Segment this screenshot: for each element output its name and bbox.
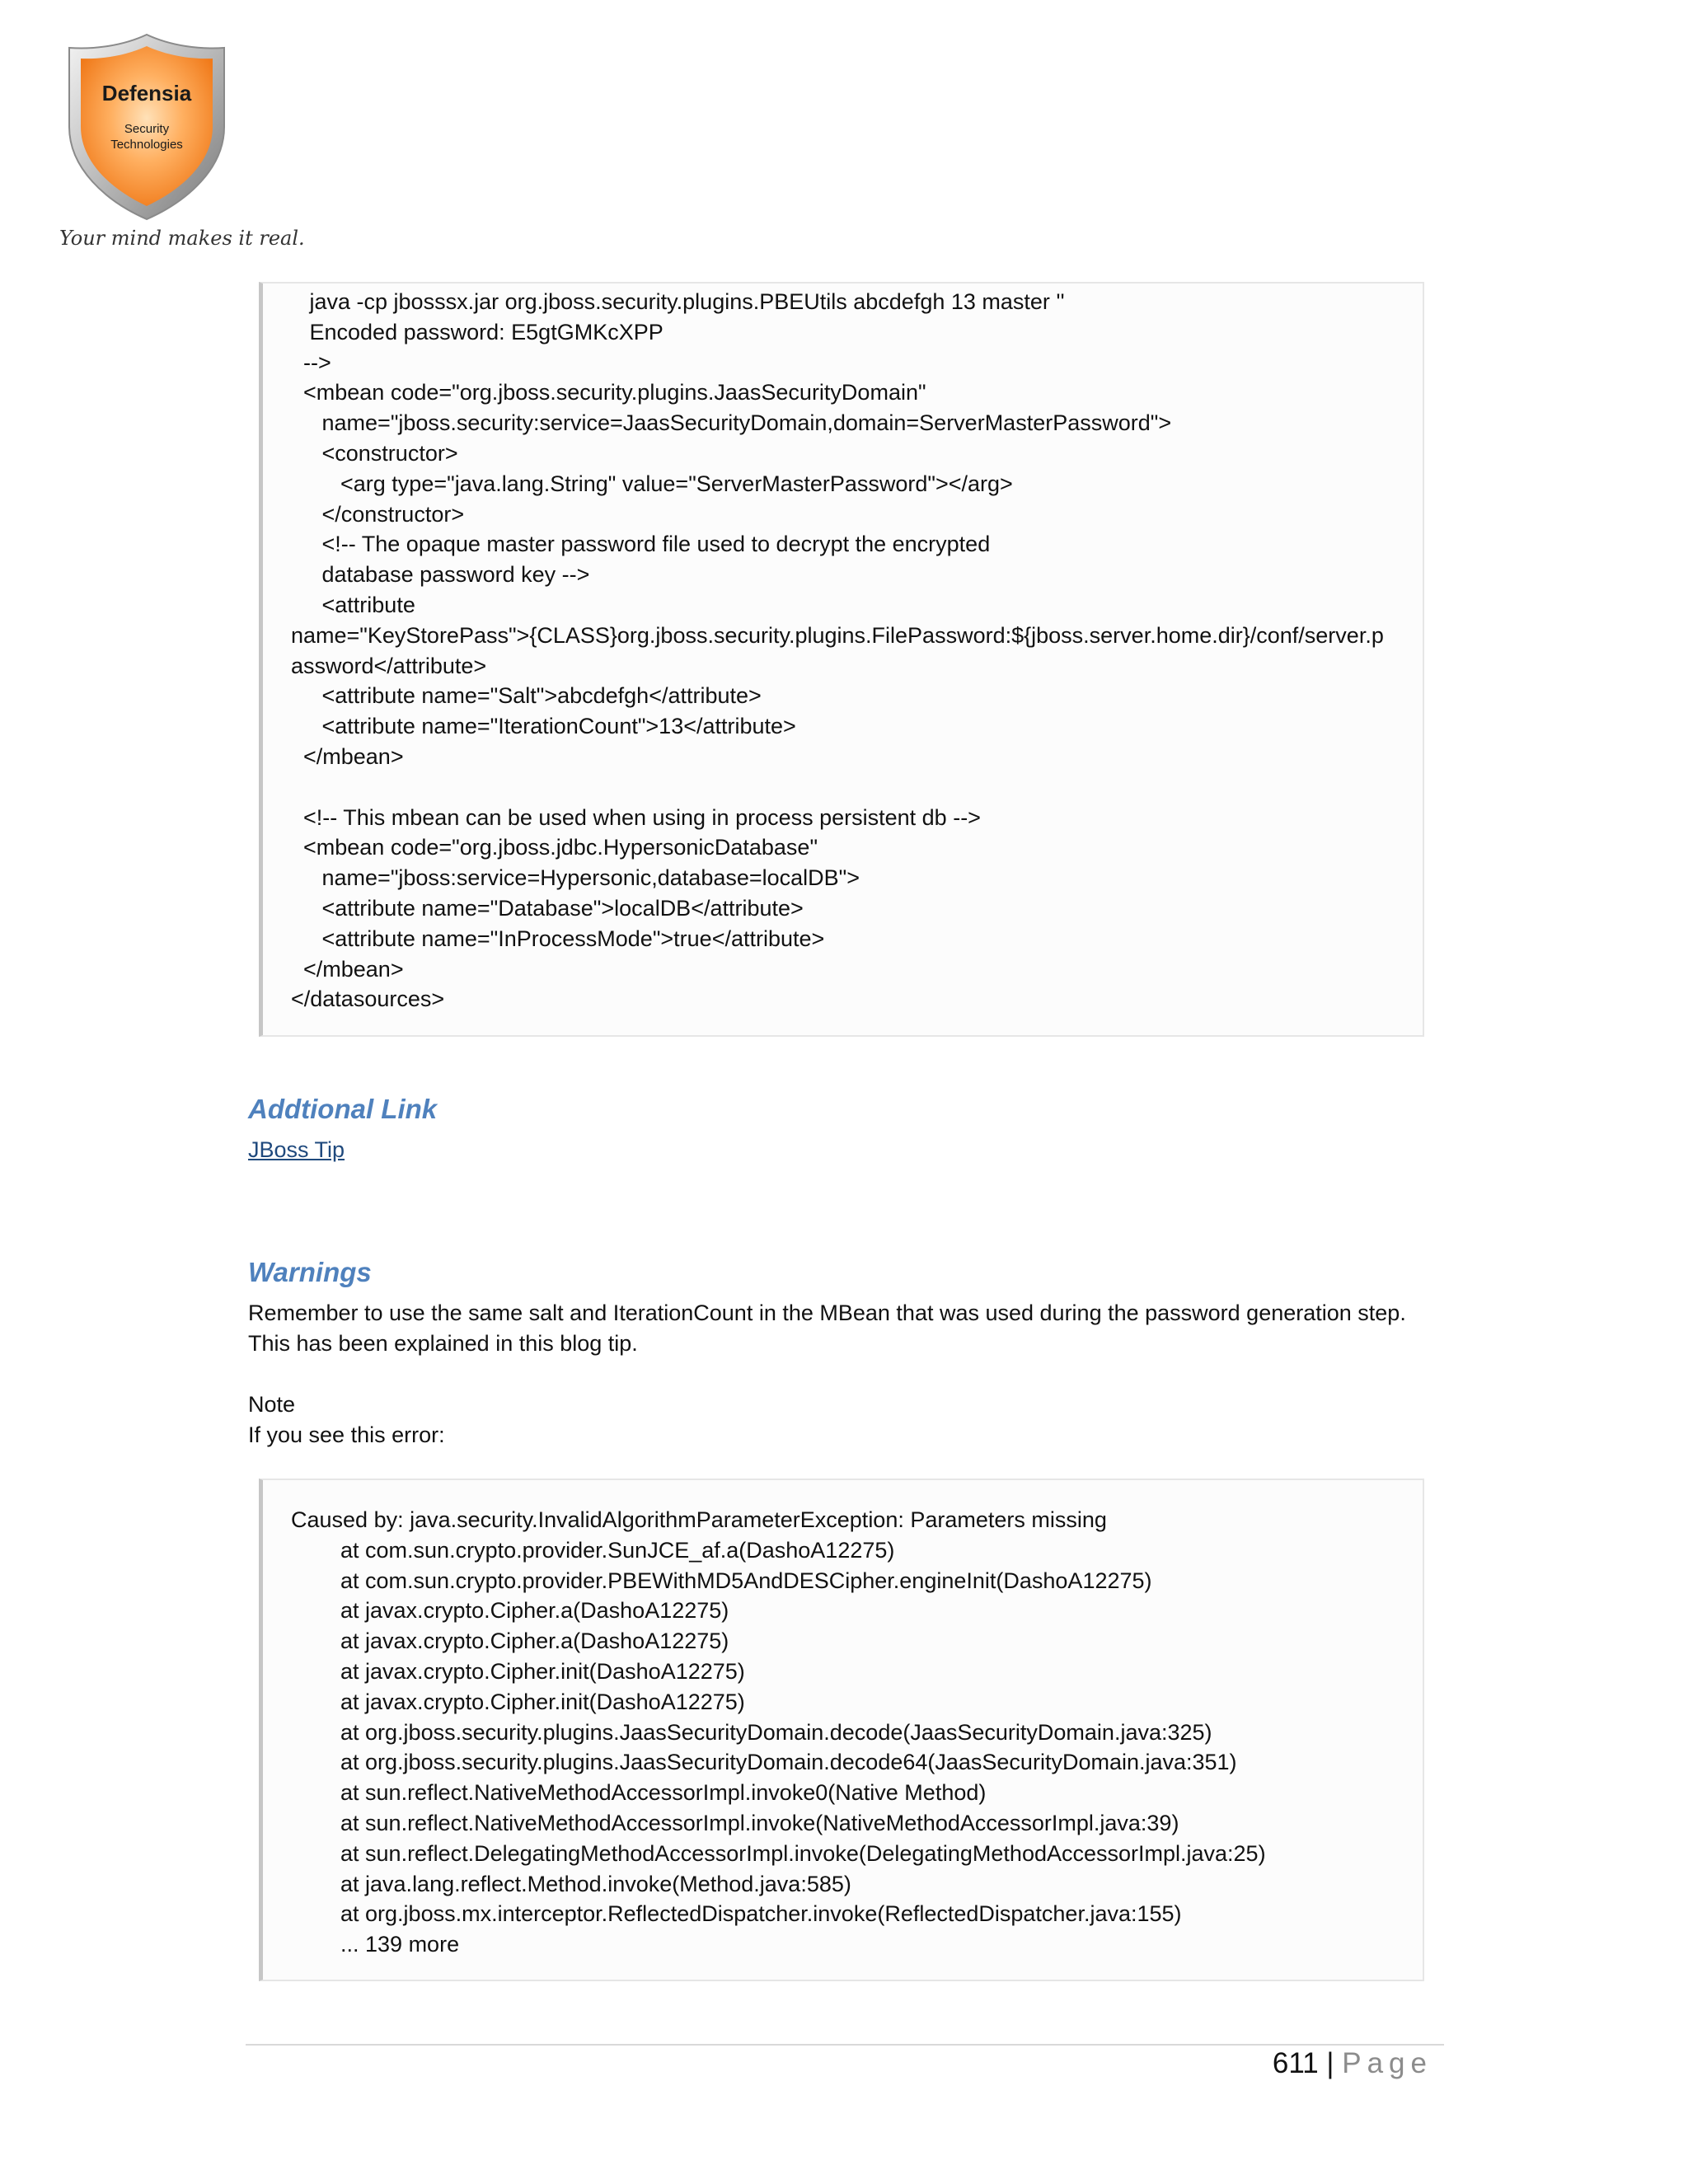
- code-line: </constructor>: [291, 501, 465, 527]
- logo-slogan: Your mind makes it real.: [59, 227, 305, 250]
- code-line: <mbean code="org.jboss.security.plugins.JaasSecurityDomain": [291, 380, 926, 405]
- code-line: </mbean>: [291, 956, 404, 982]
- logo-brand: Defensia: [101, 81, 192, 105]
- code-line: name="jboss.security:service=JaasSecurityDomain,domain=ServerMasterPassword">: [291, 410, 1172, 436]
- logo-line2: Technologies: [110, 138, 183, 152]
- code-line: <attribute name="Database">localDB</attribute>: [291, 895, 804, 921]
- code-block-config: [259, 282, 1424, 1037]
- jboss-tip-link[interactable]: JBoss Tip: [248, 1137, 345, 1162]
- code-line: [291, 772, 1423, 803]
- page-number: 611: [1272, 2047, 1319, 2079]
- stacktrace-line: ... 139 more: [291, 1932, 460, 1957]
- stacktrace-line: at javax.crypto.Cipher.init(DashoA12275): [291, 1689, 745, 1714]
- code-line: <attribute name="Salt">abcdefgh</attribute>: [291, 683, 762, 709]
- code-line: <attribute name="IterationCount">13</attribute>: [291, 714, 796, 739]
- stacktrace-line: at javax.crypto.Cipher.a(DashoA12275): [291, 1629, 729, 1654]
- note-text: If you see this error:: [248, 1422, 445, 1447]
- stacktrace-line: at java.lang.reflect.Method.invoke(Method.java:585): [291, 1871, 851, 1896]
- page-footer: [1273, 2047, 1432, 2080]
- code-line: name="KeyStorePass">{CLASS}org.jboss.security.plugins.FilePassword:${jboss.server.home.dir}/conf/server.p: [291, 622, 1384, 648]
- code-line: database password key -->: [291, 562, 590, 588]
- stacktrace-line: at javax.crypto.Cipher.a(DashoA12275): [291, 1598, 729, 1624]
- logo-line1: Security: [124, 122, 170, 136]
- warning-line-1: Remember to use the same salt and IterationCount in the MBean that was used during the password generation step.: [248, 1301, 1406, 1325]
- stacktrace-line: Caused by: java.security.InvalidAlgorithmParameterException: Parameters missing: [291, 1507, 1107, 1532]
- code-line: <attribute: [291, 592, 415, 617]
- heading-warnings: Warnings: [248, 1257, 372, 1287]
- code-block-stacktrace: [259, 1479, 1424, 1981]
- footer-separator: |: [1326, 2047, 1334, 2079]
- code-line: -->: [291, 349, 331, 375]
- stacktrace-line: at sun.reflect.NativeMethodAccessorImpl.invoke0(Native Method): [291, 1780, 987, 1806]
- code-line: java -cp jbosssx.jar org.jboss.security.plugins.PBEUtils abcdefgh 13 master '': [291, 289, 1065, 314]
- note-label: Note: [248, 1392, 296, 1417]
- heading-additional-link: Addtional Link: [248, 1094, 438, 1124]
- code-line: assword</attribute>: [291, 653, 487, 678]
- code-line: <attribute name="InProcessMode">true</attribute>: [291, 926, 825, 951]
- stacktrace-line: at javax.crypto.Cipher.init(DashoA12275): [291, 1658, 745, 1684]
- stacktrace-line: at org.jboss.security.plugins.JaasSecurityDomain.decode64(JaasSecurityDomain.java:351): [291, 1750, 1237, 1775]
- stacktrace-line: at org.jboss.security.plugins.JaasSecurityDomain.decode(JaasSecurityDomain.java:325): [291, 1719, 1212, 1745]
- code-line: </datasources>: [291, 987, 445, 1012]
- stacktrace-line: at org.jboss.mx.interceptor.ReflectedDispatcher.invoke(ReflectedDispatcher.java:155): [291, 1901, 1182, 1927]
- page-label: Page: [1342, 2047, 1432, 2079]
- code-line: </mbean>: [291, 743, 404, 769]
- code-line: name="jboss:service=Hypersonic,database=localDB">: [291, 865, 860, 891]
- stacktrace-line: at sun.reflect.DelegatingMethodAccessorImpl.invoke(DelegatingMethodAccessorImpl.java:25): [291, 1840, 1266, 1866]
- stacktrace-line: at com.sun.crypto.provider.SunJCE_af.a(DashoA12275): [291, 1537, 895, 1563]
- warning-line-2: This has been explained in this blog tip.: [248, 1331, 638, 1356]
- stacktrace-line: at com.sun.crypto.provider.PBEWithMD5AndDESCipher.engineInit(DashoA12275): [291, 1568, 1152, 1593]
- code-line: <mbean code="org.jboss.jdbc.HypersonicDatabase": [291, 835, 818, 860]
- code-line: <!-- This mbean can be used when using in process persistent db -->: [291, 804, 981, 830]
- code-line: <!-- The opaque master password file used to decrypt the encrypted: [291, 532, 991, 557]
- footer-divider: [246, 2044, 1444, 2046]
- company-logo: [56, 28, 237, 259]
- code-line: Encoded password: E5gtGMKcXPP: [291, 319, 663, 344]
- code-line: <arg type="java.lang.String" value="ServerMasterPassword"></arg>: [291, 471, 1013, 496]
- code-line: <constructor>: [291, 440, 458, 466]
- stacktrace-line: at sun.reflect.NativeMethodAccessorImpl.invoke(NativeMethodAccessorImpl.java:39): [291, 1810, 1179, 1835]
